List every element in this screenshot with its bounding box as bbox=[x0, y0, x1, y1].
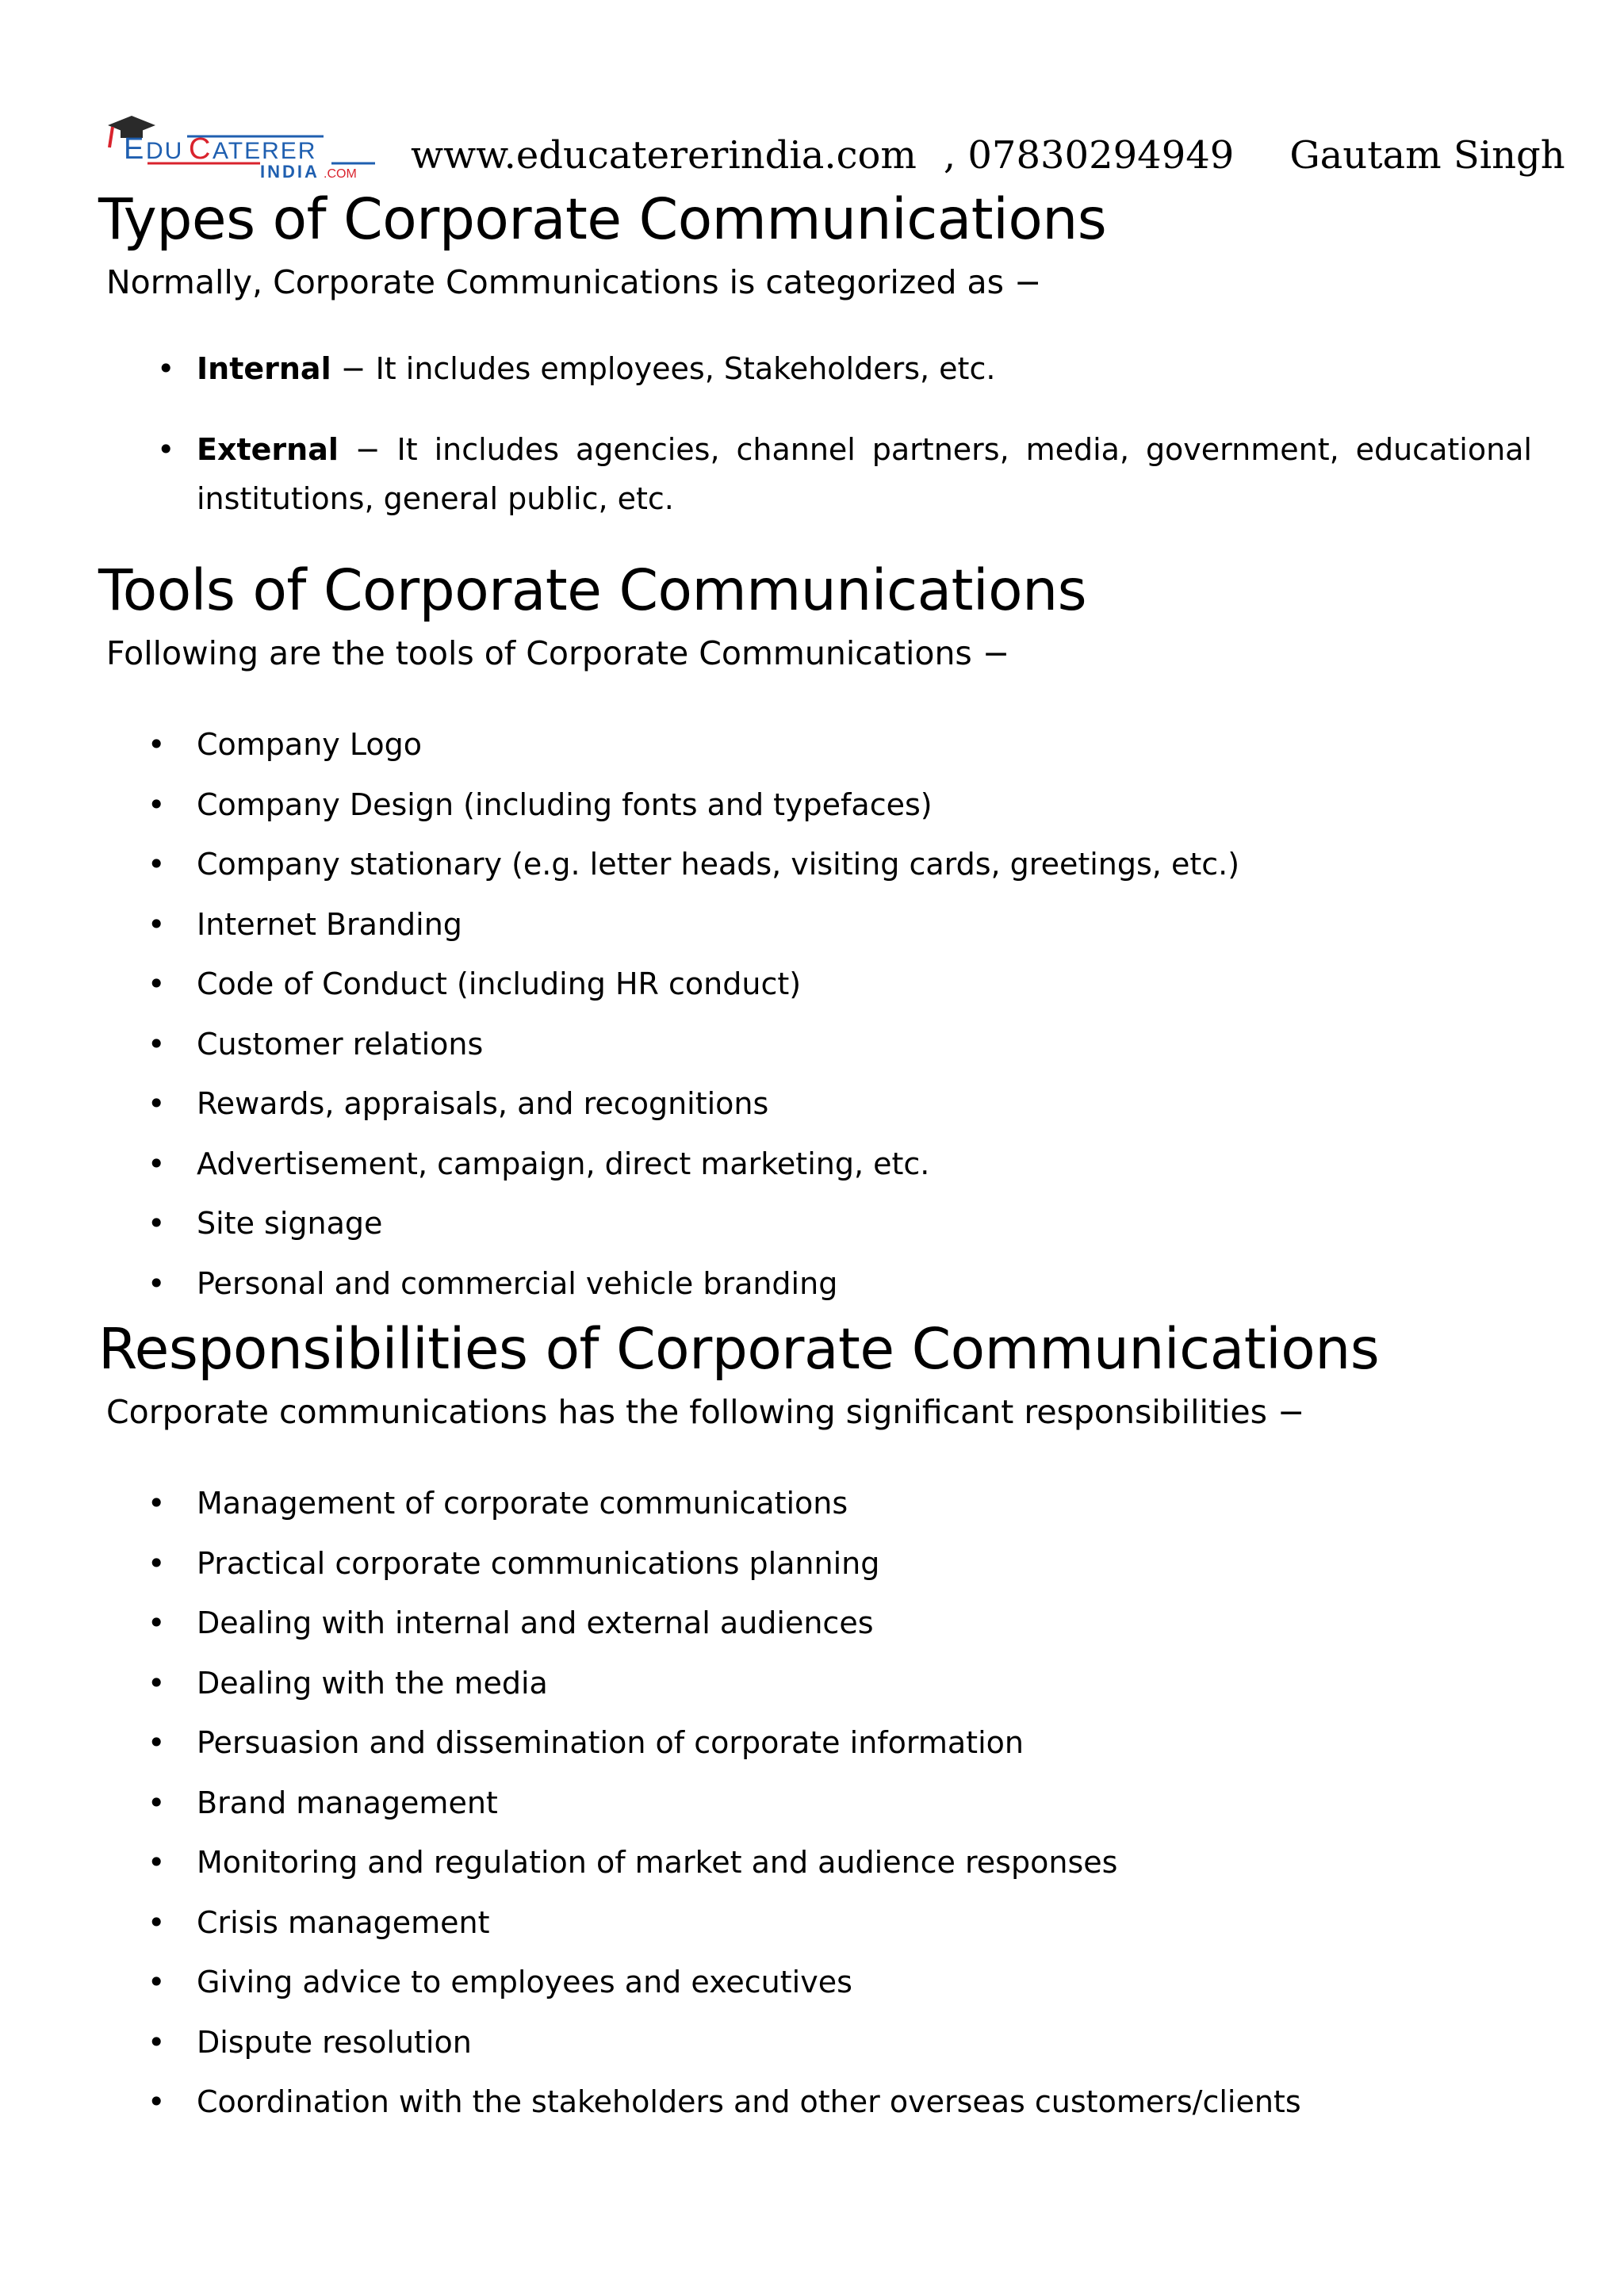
list-item-text: Dealing with the media bbox=[197, 1665, 548, 1701]
bullet-icon: • bbox=[147, 1665, 166, 1701]
tools-section bbox=[98, 555, 1532, 1314]
list-item-text: Crisis management bbox=[197, 1904, 490, 1940]
list-item-text: Site signage bbox=[197, 1206, 383, 1241]
list-item-text: Dispute resolution bbox=[197, 2024, 472, 2060]
responsibilities-list bbox=[98, 1474, 1532, 2133]
bullet-icon: • bbox=[147, 1605, 166, 1640]
bullet-icon: • bbox=[147, 906, 166, 942]
list-item bbox=[98, 1015, 1532, 1075]
bullet-icon: • bbox=[147, 1206, 166, 1241]
header-contact-line bbox=[411, 133, 1565, 178]
bullet-icon: • bbox=[147, 1845, 166, 1880]
list-item bbox=[98, 1594, 1532, 1654]
list-item-text: Monitoring and regulation of market and audience responses bbox=[197, 1845, 1118, 1880]
list-item-text: Company stationary (e.g. letter heads, visiting cards, greetings, etc.) bbox=[197, 847, 1240, 882]
svg-text:.COM: .COM bbox=[324, 167, 357, 181]
list-item bbox=[98, 1774, 1532, 1834]
bullet-icon: • bbox=[147, 2024, 166, 2060]
types-intro: Normally, Corporate Communications is categorized as − bbox=[106, 263, 1042, 301]
bullet-icon: • bbox=[147, 966, 166, 1001]
list-item-text: Customer relations bbox=[197, 1026, 484, 1062]
svg-text:C: C bbox=[189, 132, 213, 166]
type-term: External bbox=[197, 432, 339, 467]
bullet-icon: • bbox=[147, 1904, 166, 1940]
responsibilities-section bbox=[98, 1314, 1532, 2133]
type-term: Internal bbox=[197, 351, 331, 386]
bullet-icon: • bbox=[147, 786, 166, 822]
responsibilities-intro: Corporate communications has the following significant responsibilities − bbox=[106, 1393, 1305, 1431]
list-item bbox=[98, 1833, 1532, 1893]
types-section bbox=[98, 184, 1532, 523]
list-item-text: Dealing with internal and external audiences bbox=[197, 1605, 874, 1640]
phone-number: , 07830294949 bbox=[943, 133, 1235, 178]
bullet-icon: • bbox=[147, 1026, 166, 1062]
educaterer-logo bbox=[102, 101, 383, 181]
list-item-text: Coordination with the stakeholders and other overseas customers/clients bbox=[197, 2084, 1301, 2119]
list-item bbox=[98, 895, 1532, 955]
types-list bbox=[98, 344, 1532, 523]
list-item bbox=[98, 1534, 1532, 1594]
tools-intro: Following are the tools of Corporate Communications − bbox=[106, 634, 1010, 672]
svg-text:E: E bbox=[124, 132, 146, 166]
list-item-text: Company Logo bbox=[197, 727, 422, 762]
list-item bbox=[98, 715, 1532, 775]
bullet-icon: • bbox=[147, 727, 166, 762]
list-item bbox=[98, 835, 1532, 895]
list-item bbox=[98, 1654, 1532, 1714]
document-body bbox=[98, 184, 1532, 2133]
bullet-icon: • bbox=[147, 1545, 166, 1581]
list-item bbox=[98, 1893, 1532, 1954]
list-item-text: Advertisement, campaign, direct marketing, etc. bbox=[197, 1146, 930, 1181]
list-item-text: Company Design (including fonts and typefaces) bbox=[197, 786, 933, 822]
bullet-icon: • bbox=[157, 432, 175, 467]
bullet-icon: • bbox=[147, 847, 166, 882]
bullet-icon: • bbox=[147, 1265, 166, 1301]
list-item-text: Rewards, appraisals, and recognitions bbox=[197, 1086, 769, 1121]
list-item bbox=[98, 1254, 1532, 1314]
list-item bbox=[98, 1135, 1532, 1195]
bullet-icon: • bbox=[147, 1146, 166, 1181]
list-item-text: Code of Conduct (including HR conduct) bbox=[197, 966, 802, 1001]
bullet-icon: • bbox=[157, 351, 175, 386]
list-item bbox=[98, 1713, 1532, 1774]
bullet-icon: • bbox=[147, 1965, 166, 1999]
bullet-icon: • bbox=[147, 1486, 166, 1521]
list-item-text: Practical corporate communications planning bbox=[197, 1545, 880, 1581]
list-item bbox=[98, 2072, 1532, 2133]
list-item-text: Persuasion and dissemination of corporate information bbox=[197, 1725, 1024, 1760]
svg-text:DU: DU bbox=[146, 138, 184, 164]
author-name: Gautam Singh bbox=[1289, 133, 1565, 178]
responsibilities-heading: Responsibilities of Corporate Communications bbox=[98, 1316, 1380, 1382]
list-item-text: Brand management bbox=[197, 1785, 498, 1820]
list-item bbox=[98, 1953, 1532, 2013]
list-item bbox=[98, 2013, 1532, 2073]
list-item-text: Personal and commercial vehicle branding bbox=[197, 1265, 838, 1301]
type-description: − It includes employees, Stakeholders, etc. bbox=[331, 351, 996, 386]
bullet-icon: • bbox=[147, 1785, 166, 1820]
list-item bbox=[98, 425, 1532, 523]
list-item bbox=[98, 344, 1532, 393]
types-heading: Types of Corporate Communications bbox=[98, 186, 1107, 252]
tools-heading: Tools of Corporate Communications bbox=[98, 557, 1087, 623]
svg-text:INDIA: INDIA bbox=[260, 162, 320, 181]
list-item bbox=[98, 1074, 1532, 1135]
list-item bbox=[98, 1194, 1532, 1254]
list-item bbox=[98, 1474, 1532, 1534]
list-item-text: Management of corporate communications bbox=[197, 1486, 848, 1521]
bullet-icon: • bbox=[147, 1725, 166, 1760]
website-link[interactable]: www.educatererindia.com bbox=[411, 133, 917, 178]
list-item-text: Internet Branding bbox=[197, 906, 462, 942]
bullet-icon: • bbox=[147, 2084, 166, 2119]
bullet-icon: • bbox=[147, 1086, 166, 1121]
type-description: − It includes agencies, channel partners, media, government, educational institutions, general public, etc. bbox=[197, 432, 1532, 516]
page-header bbox=[102, 95, 1565, 190]
list-item bbox=[98, 775, 1532, 836]
list-item bbox=[98, 955, 1532, 1015]
tools-list bbox=[98, 715, 1532, 1314]
svg-text:ATERER: ATERER bbox=[213, 138, 317, 164]
list-item-text: Giving advice to employees and executives bbox=[197, 1965, 852, 1999]
